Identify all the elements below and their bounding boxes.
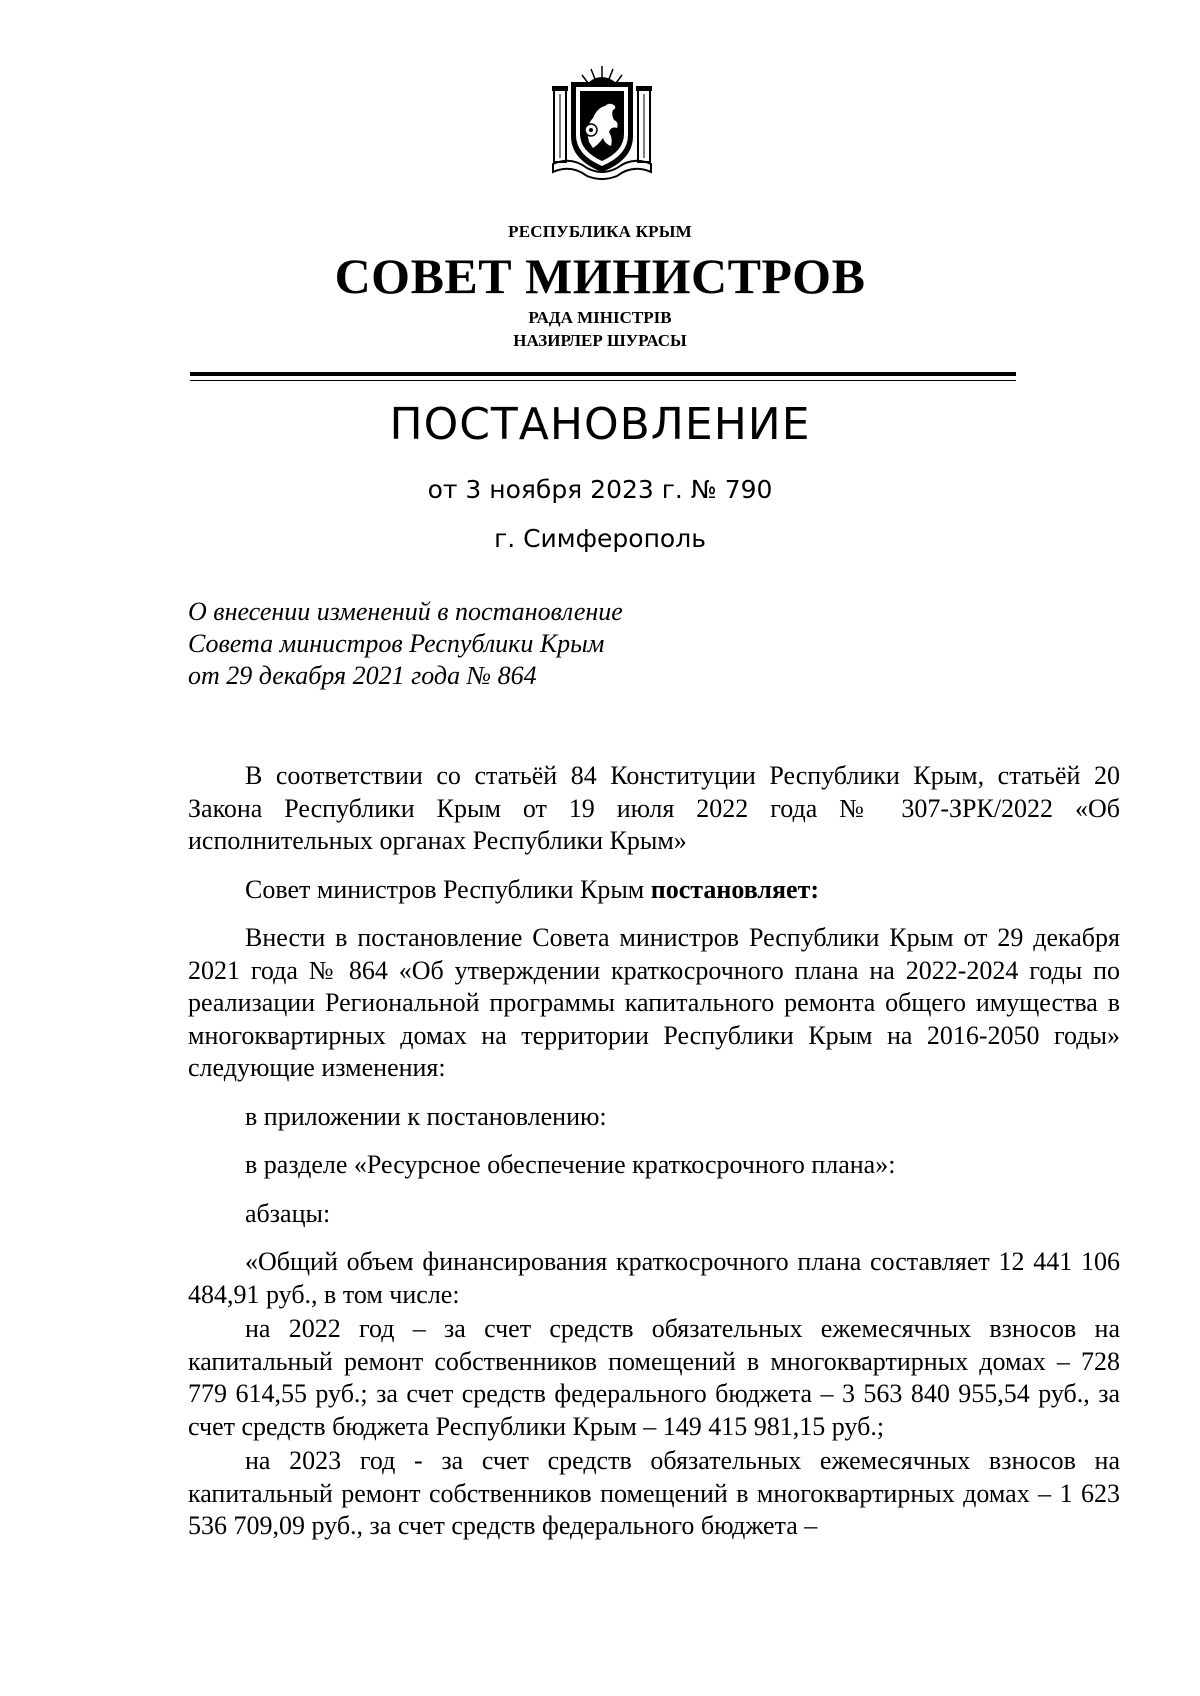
body-paragraph: на 2023 год - за счет средств обязательных ежемесячных взносов на капитальный ремонт собственников помещений в многоквартирных домах – 1 623 536 709,09 руб., за счет средств федерального бюджета – — [188, 1446, 1120, 1540]
document-date-number: от 3 ноября 2023 г. № 790 — [427, 475, 773, 504]
resolves-keyword: постановляет: — [650, 874, 820, 904]
header-divider-thick — [190, 372, 1016, 376]
nazirler-title: НАЗИРЛЕР ШУРАСЫ — [513, 331, 687, 350]
body-paragraph: в разделе «Ресурсное обеспечение краткосрочного плана»: — [245, 1150, 896, 1179]
body-paragraph: В соответствии со статьёй 84 Конституции Республики Крым, статьёй 20 Закона Республики Крым от 19 июля 2022 года № 307-ЗРК/2022 «Об исполнительных органах Республики Крым» — [188, 761, 1120, 855]
body-paragraph: Внести в постановление Совета министров Республики Крым от 29 декабря 2021 года № 864 «Об утверждении краткосрочного плана на 2022-2024 годы по реализации Региональной программы капитального ремонта общего имущества в многоквартирных домах на территории Республики Крым на 2016-2050 годы» следующие изменения: — [188, 923, 1120, 1082]
council-title: СОВЕТ МИНИСТРОВ — [334, 248, 866, 304]
body-paragraph-resolves — [188, 874, 1120, 907]
rada-title: РАДА МІНІСТРІВ — [528, 308, 672, 327]
subject-line: от 29 декабря 2021 года № 864 — [188, 661, 537, 690]
body-paragraph: на 2022 год – за счет средств обязательных ежемесячных взносов на капитальный ремонт собственников помещений в многоквартирных домах – 728 779 614,55 руб.; за счет средств федерального бюджета – 3 563 840 955,54 руб., за счет средств бюджета Республики Крым – 149 415 981,15 руб.; — [188, 1314, 1120, 1441]
republic-title: РЕСПУБЛИКА КРЫМ — [508, 222, 692, 241]
body-paragraph: абзацы: — [245, 1198, 331, 1228]
document-subject — [188, 596, 623, 692]
coat-of-arms-emblem — [551, 64, 653, 180]
document-body — [188, 760, 1120, 1543]
subject-line: О внесении изменений в постановление — [188, 597, 623, 626]
document-city: г. Симферополь — [494, 524, 706, 553]
resolves-text: Совет министров Республики Крым — [245, 874, 651, 904]
header-divider-thin — [190, 380, 1016, 381]
document-type: ПОСТАНОВЛЕНИЕ — [389, 399, 811, 450]
body-paragraph: в приложении к постановлению: — [245, 1101, 607, 1131]
body-paragraph: «Общий объем финансирования краткосрочного плана составляет 12 441 106 484,91 руб., в том числе: — [188, 1247, 1120, 1309]
subject-line: Совета министров Республики Крым — [188, 629, 605, 658]
